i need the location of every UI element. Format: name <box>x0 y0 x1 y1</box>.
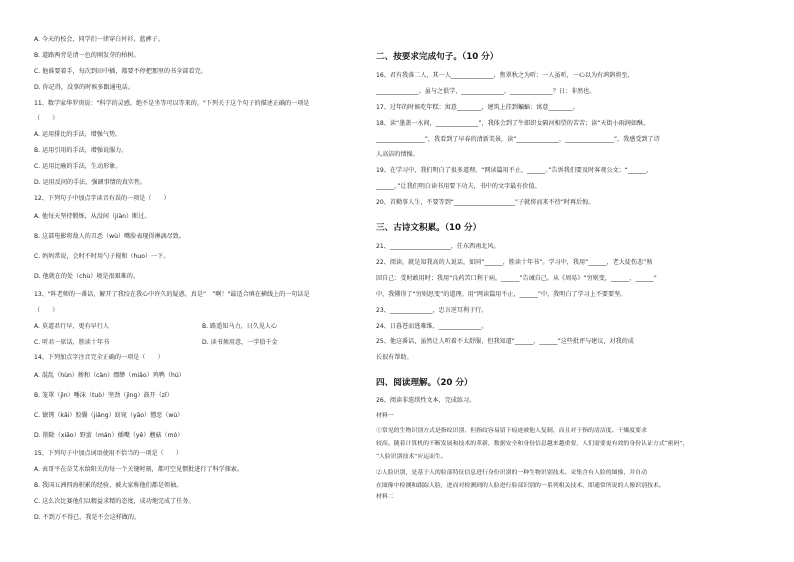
q10-option-d: D. 你记得，没事的时候多跟通电话。 <box>34 83 134 91</box>
q13-stem: 13、"阵老师的一番话，解开了我绞在我心中许久的疑惑，真是“ ”啊！"最适合填在横线上的一句话是 <box>34 290 310 298</box>
q10-option-b: B. 道路两旁是清一色的刚发芽的柏树。 <box>34 51 140 59</box>
q11-stem: 11、数学家华罗庚说："科学的灵感，绝不是坐等可以等来的。"下列关于这个句子的描述正确的一项是 <box>34 99 310 107</box>
material-1-para-2-line-2: 在图像中检测和跟踪人脸，进而对检测到的人脸进行脸部识别的一系列相关技术，即通常所说的人像识别技术。 <box>376 483 665 490</box>
q14-option-b: B. 笼罩（jìn）唾沫（tuò）坚劲（jìng）鼓开（zǐ） <box>34 392 173 400</box>
q13-options-row-1 <box>34 323 364 331</box>
q25-line-2: 长很有帮助。 <box>376 354 413 362</box>
q11-option-d: D. 运用反问的手法，强调事情的真实性。 <box>34 179 147 187</box>
q15-option-b: B. 我国五洲四海积累的经验，被大家称他们都是领袖。 <box>34 482 183 490</box>
material-1-para-2-line-1: ②人脸识别，是基于人的脸部特征信息进行身份识别的一种生物识别技术。采集含有人脸的图像，并自动 <box>376 470 647 477</box>
right-column <box>376 52 766 501</box>
section-3-title: 三、古诗文积累。（10 分） <box>376 223 482 234</box>
q11-option-c: C. 运用比喻的手法，生动形象。 <box>34 163 122 171</box>
q19-line-1: 19、在学习中，我们明白了很多道理。“网读篇用不止，______。”告诉我们要及时客观公文；“______， <box>376 167 653 175</box>
q22-line-2: 回自己：受时敢用时；我用“良药苦口利于病，______”告诫自己。从《周易》“穷则变，______，______” <box>376 274 657 282</box>
q24-line: 24、日暮苍而逃难维，______________。 <box>376 322 488 330</box>
q15-option-a: A. 表哥平在奈艾水给阳关的每一个关键时刻，都可空见惯批进行了科学探索。 <box>34 466 244 474</box>
left-column <box>34 36 364 522</box>
material-1-para-1-line-1: ①常见的生物识别方式是指纹识别，但指纹容易留下痕迹被他人复制，而且对于指的清洁度、干燥度要求 <box>376 427 647 434</box>
material-1-para-1-line-3: “人脸识别技术”应运而生。 <box>376 453 447 460</box>
q12-option-b: B. 这部电影将敌人的丑恶（wù）嘴脸表现得淋漓尽致。 <box>34 232 185 240</box>
q22-line-1: 22、阅读，就是知我高的人说话，如同“______，胜读十年书”。学习中，我用“______，老大徒伤悲”熟 <box>376 259 653 267</box>
q13-option-a: A. 莫道君行早，更有早行人 <box>34 322 109 330</box>
q18-line-1: 18、读“墨盖一水间，______________”，我体会到了牛郎织女隔河相望的苦苦；读“天街小雨润如酥， <box>376 119 650 127</box>
material-2-label: 材料二 <box>376 493 394 500</box>
q15-option-c: C. 这么次比赛他们以精益求精的态度，成功地完成了任务。 <box>34 498 195 506</box>
q23-line: 23、______________，忠言逆耳利于行。 <box>376 306 488 314</box>
q25-line-1: 25、他这番话，虽然让人听着不太舒服，但我知道“______，______”这些批评与建议，对我的成 <box>376 338 634 346</box>
q14-option-a: A. 混乱（hùn）掺和（càn）缥缈（miǎo）鸡鸭（hú） <box>34 372 185 380</box>
q16-line-1: 16、君有我落二人，其一人______________，焦翠秋之为听；一人虽听，一心以为有鸿鹄将至， <box>376 72 634 79</box>
q12-option-d: D. 他就在的处（chù）境是很艰难的。 <box>34 272 139 280</box>
section-2-title: 二、按要求完成句子。（10 分） <box>376 52 499 62</box>
q22-line-3: 中，我懂得了“穷则思变”的道理。用“网读篇用不止，______”中，我明白了学习上不要要坚。 <box>376 290 627 298</box>
q13-option-b: B. 路遥知马力，日久见人心 <box>202 322 278 330</box>
q21-line: 21、____________________，任东西南北风。 <box>376 243 500 251</box>
q10-option-c: C. 他谁要着手，每次到田中插，都要不停把那里的书全部看完。 <box>34 67 207 75</box>
q13-option-c: C. 听君一席话，胜读十年书 <box>34 338 110 346</box>
q18-line-2: ________________”，我看到了早春的清新美景，读“______________，________________”，我感受到了诗 <box>376 135 660 143</box>
q15-option-d: D. 不到万不得已，我是不会这样做的。 <box>34 514 141 522</box>
q10-option-a: A. 今天的校会，同学们一律穿白衬衫，蓝裤子。 <box>34 36 164 43</box>
q11-stem-bracket: （ ） <box>34 115 59 123</box>
q13-stem-bracket: （ ） <box>34 306 59 314</box>
q12-option-c: C. 妈妈常说，会时不时用勺子搅和（huo）一下。 <box>34 252 170 260</box>
q11-option-b: B. 运用引用的手法，增强说服力。 <box>34 147 128 155</box>
q11-option-a: A. 运用排比的手法，增强气势。 <box>34 131 122 139</box>
q14-option-c: C. 镣铐（kǎi）胶囊（jiǎng）窈窕（yāo）憎恶（wù） <box>34 412 184 420</box>
q26-intro: 26、阅读非连续性文本，完成练习。 <box>376 397 476 405</box>
q15-stem: 15、下列句子中加点词语使用不恰当的一项是（ ） <box>34 450 182 458</box>
q17-line: 17、过年的时候吃年糕：寓意________，建筑上挂到蝙蝠：寓意________。 <box>376 103 579 111</box>
q14-stem: 14、下列加点字注音完全正确的一项是（ ） <box>34 354 164 362</box>
material-1-para-1-line-2: 较高。随着计算机的不断发展和技术的革新，数据安全和身份信息越来越重要，人们需要更有效的身份认证方式“密码”， <box>376 440 689 447</box>
q18-line-3: 人高洁的情操。 <box>376 151 419 159</box>
q12-stem: 12、下列句子中加点字读音有误的一项是（ ） <box>34 194 170 202</box>
q14-option-d: D. 削除（xiāo）野蛮（mán）插嘴（yě）蘑菇（mó） <box>34 432 184 440</box>
q13-option-d: D. 读书须用意，一字值千金 <box>202 338 278 346</box>
q16-line-2: ______________。虽与之俱学，______________，______________？日：非然也。 <box>376 87 596 95</box>
q20-line: 20、首勤事人生，不要等到“____________________”子就将而来不待”时再后悔。 <box>376 199 595 207</box>
section-4-title: 四、阅读理解。（20 分） <box>376 378 473 389</box>
q12-option-a: A. 他每天坚持锻炼，从没间（jiàn）断过。 <box>34 212 151 220</box>
material-1-label: 材料一 <box>376 413 394 420</box>
q13-options-row-2 <box>34 339 364 347</box>
q19-line-2: ______。”让我们明白读书用要下功夫，书中的文字最有价值。 <box>376 183 541 191</box>
